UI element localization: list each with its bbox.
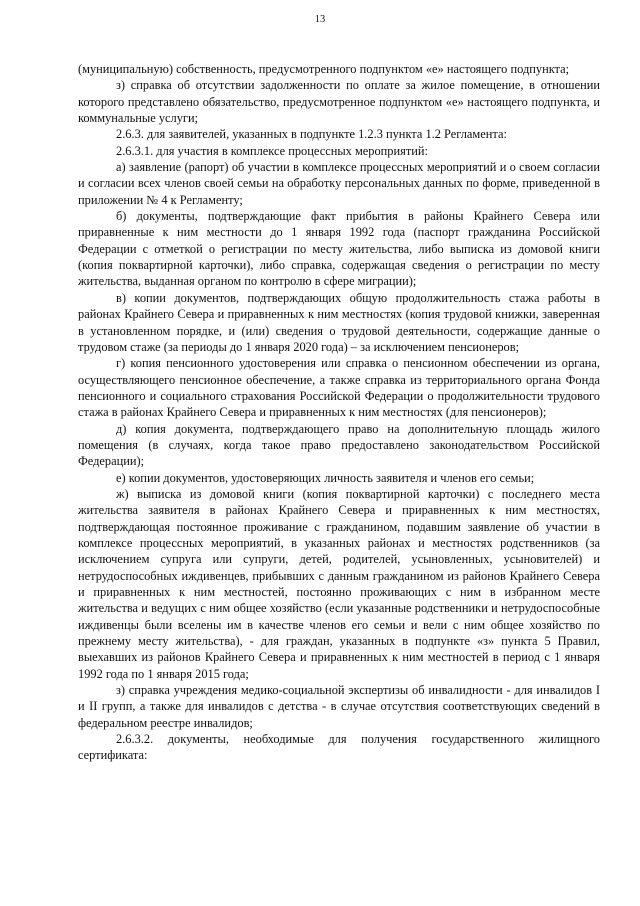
paragraph-item-g: г) копия пенсионного удостоверения или справка о пенсионном обеспечении из органа, осуществляющего пенсионное обеспечение, а также справка из территориального органа Фонда пенсионного и социального страхования Российской Федерации о продолжительности трудового стажа в районах Крайнего Севера и приравненных к ним местностях (для пенсионеров); (78, 356, 600, 420)
paragraph-item-a: а) заявление (рапорт) об участии в комплексе процессных мероприятий и о своем согласии и согласии всех членов своей семьи на обработку персональных данных по форме, приведенной в приложении № 4 к Регламенту; (78, 160, 600, 207)
paragraph-item-z2: з) справка учреждения медико-социальной экспертизы об инвалидности - для инвалидов I и II групп, а также для инвалидов с детства - в случае отсутствия соответствующих сведений в федеральном реестре инвалидов; (78, 683, 600, 730)
paragraph-2-6-3: 2.6.3. для заявителей, указанных в подпункте 1.2.3 пункта 1.2 Регламента: (116, 127, 507, 142)
paragraph-2-6-3-1: 2.6.3.1. для участия в комплексе процессных мероприятий: (116, 143, 428, 158)
paragraph-2-6-3-2: 2.6.3.2. документы, необходимые для получения государственного жилищного сертификата: (78, 732, 600, 763)
paragraph-item-v: в) копии документов, подтверждающих общую продолжительность стажа работы в районах Крайнего Севера и приравненных к ним местностях (копия трудовой книжки, заверенная в установленном порядке, и (или) сведения о трудовой деятельности, содержащие данные о трудовом стаже (за периоды до 1 января 2020 года) – за исключением пенсионеров; (78, 290, 600, 354)
paragraph-continuation: (муниципальную) собственность, предусмотренного подпунктом «е» настоящего подпункта; (78, 62, 570, 76)
page-number: 13 (314, 14, 326, 25)
paragraph-item-z: з) справка об отсутствии задолженности по оплате за жилое помещение, в отношении которого представлено обязательство, предусмотренное подпунктом «е» настоящего подпункта, и коммунальные услуги; (78, 78, 600, 126)
paragraph-item-e: е) копии документов, удостоверяющих личность заявителя и членов его семьи; (116, 470, 535, 485)
document-body (78, 61, 600, 764)
paragraph-item-d: д) копия документа, подтверждающего право на дополнительную площадь жилого помещения (в случаях, когда такое право предоставлено законодательством Российской Федерации); (78, 421, 600, 469)
paragraph-item-b: б) документы, подтверждающие факт прибытия в районы Крайнего Севера или приравненные к ним местности до 1 января 1992 года (паспорт гражданина Российской Федерации с отметкой о регистрации по месту жительства, либо выписка из домовой книги (копия поквартирной карточки), либо справка, содержащая сведения о регистрации по месту жительства, выданная органом по контролю в сфере миграции); (78, 209, 600, 289)
paragraph-item-zh: ж) выписка из домовой книги (копия поквартирной карточки) с последнего места жительства заявителя в районах Крайнего Севера и приравненных к ним местностях, подтверждающая постоянное проживание с гражданином, подавшим заявление об участии в комплексе процессных мероприятий, в указанных районах и местностях родственников (за исключением супруга или супруги, детей, родителей, усыновленных, усыновителей) и нетрудоспособных иждивенцев, прибывших с данным гражданином из районов Крайнего Севера и приравненных к ним местностей, постоянно проживающих с ним в избранном месте жительства и ведущих с ним общее хозяйство (если указанные родственники и нетрудоспособные иждивенцы были вселены им в качестве членов его семьи и вели с ним общее хозяйство по прежнему месту жительства), - для граждан, указанных в подпункте «з» пункта 5 Правил, выехавших из районов Крайнего Севера и приравненных к ним местностей в период с 1 января 1992 года по 1 января 2015 года; (78, 486, 600, 681)
